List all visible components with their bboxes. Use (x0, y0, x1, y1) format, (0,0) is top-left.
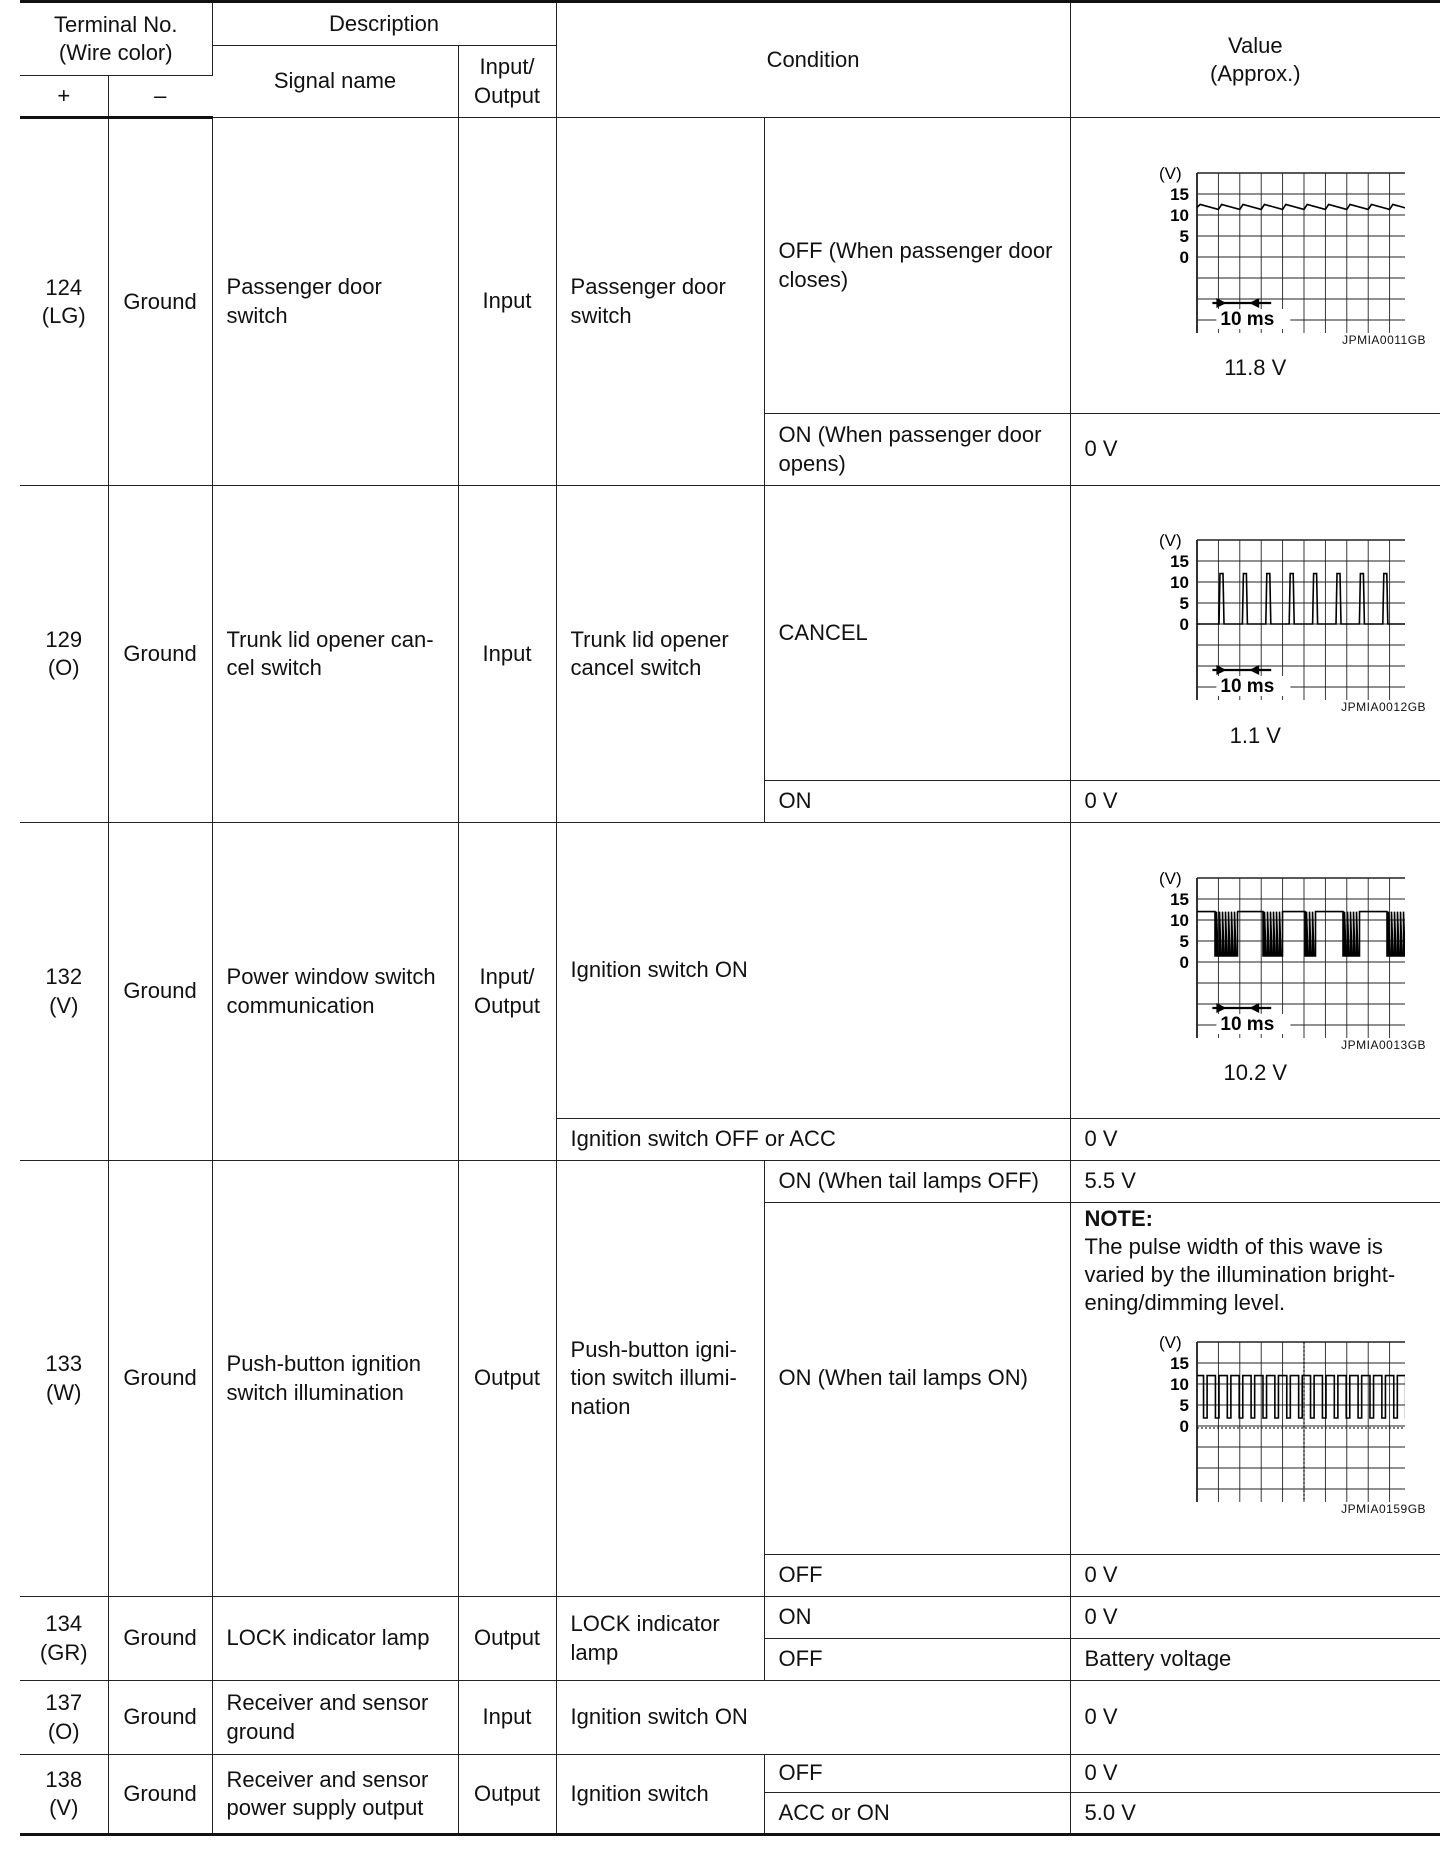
ground-137: Ground (108, 1681, 212, 1755)
y-tick-label: 15 (1170, 1353, 1190, 1373)
value-133-taillamps-off: 5.5 V (1070, 1161, 1440, 1203)
note-text: The pulse width of this wave is varied by the illumination bright-ening/dimming level. (1084, 1234, 1396, 1316)
io-138: Output (458, 1755, 556, 1835)
condition-138: Ignition switch (556, 1755, 764, 1835)
time-scale-arrow (1249, 665, 1259, 675)
signal-137: Receiver and sensor ground (212, 1681, 458, 1755)
waveform-trace (1197, 204, 1405, 209)
time-scale-label: 10 ms (1220, 308, 1275, 330)
subcondition-133-off: OFF (764, 1555, 1070, 1597)
y-tick-label: 10 (1170, 573, 1190, 593)
io-134: Output (458, 1597, 556, 1681)
y-tick-label: 10 (1170, 1374, 1190, 1394)
condition-137: Ignition switch ON (556, 1681, 1070, 1755)
figure-code: JPMIA0011GB (1342, 332, 1427, 347)
y-tick-label: 15 (1170, 552, 1190, 572)
value-text: 11.8 V (1224, 355, 1287, 381)
signal-129: Trunk lid opener can-cel switch (212, 486, 458, 823)
value-124-on: 0 V (1070, 414, 1440, 486)
y-axis-unit: (V) (1159, 163, 1182, 183)
header-plus: + (20, 76, 108, 118)
time-scale-label: 10 ms (1220, 1013, 1275, 1035)
header-condition: Condition (556, 2, 1070, 118)
subcondition-133-taillamps-off: ON (When tail lamps OFF) (764, 1161, 1070, 1203)
io-133: Output (458, 1161, 556, 1597)
time-scale-arrow (1217, 298, 1227, 308)
terminal-129: 129 (O) (20, 486, 108, 823)
value-124-off (1070, 118, 1440, 414)
condition-133: Push-button igni-tion switch illumi-nation (556, 1161, 764, 1597)
condition-132-off: Ignition switch OFF or ACC (556, 1119, 1070, 1161)
subcondition-138-off: OFF (764, 1755, 1070, 1793)
terminal-137: 137 (O) (20, 1681, 108, 1755)
ground-134: Ground (108, 1597, 212, 1681)
value-129-cancel (1070, 486, 1440, 781)
value-text: 10.2 V (1223, 1060, 1288, 1086)
figure-code: JPMIA0012GB (1341, 700, 1427, 715)
condition-134: LOCK indicator lamp (556, 1597, 764, 1681)
y-tick-label: 5 (1179, 594, 1190, 614)
waveform-trace (1197, 911, 1405, 955)
waveform-chart (1105, 1322, 1405, 1502)
y-axis-unit: (V) (1159, 868, 1182, 888)
ground-133: Ground (108, 1161, 212, 1597)
signal-133: Push-button ignition switch illumination (212, 1161, 458, 1597)
time-scale-label: 10 ms (1220, 676, 1275, 698)
io-129: Input (458, 486, 556, 823)
terminal-table-document (20, 0, 1440, 1836)
waveform-chart (1105, 520, 1405, 700)
subcondition-138-acc-on: ACC or ON (764, 1793, 1070, 1835)
y-axis-unit: (V) (1159, 1332, 1182, 1352)
waveform-trace (1197, 574, 1405, 624)
value-132-on (1070, 823, 1440, 1119)
time-scale-arrow (1217, 665, 1227, 675)
y-tick-label: 10 (1170, 205, 1190, 225)
waveform-chart (1105, 153, 1405, 333)
terminal-124: 124 (LG) (20, 118, 108, 486)
terminal-table (20, 0, 1440, 1836)
value-134-off: Battery voltage (1070, 1639, 1440, 1681)
terminal-134: 134 (GR) (20, 1597, 108, 1681)
value-132-off: 0 V (1070, 1119, 1440, 1161)
header-description: Description (212, 2, 556, 46)
signal-132: Power window switch communication (212, 823, 458, 1161)
subcondition-124-off: OFF (When passenger door closes) (764, 118, 1070, 414)
header-value: Value (Approx.) (1070, 2, 1440, 118)
ground-124: Ground (108, 118, 212, 486)
y-tick-label: 0 (1179, 952, 1190, 972)
signal-138: Receiver and sensor power supply output (212, 1755, 458, 1835)
value-138-acc-on: 5.0 V (1070, 1793, 1440, 1835)
value-129-on: 0 V (1070, 781, 1440, 823)
terminal-138: 138 (V) (20, 1755, 108, 1835)
waveform-chart (1105, 858, 1405, 1038)
y-tick-label: 5 (1179, 931, 1190, 951)
header-terminal-no: Terminal No. (Wire color) (20, 2, 212, 76)
subcondition-129-cancel: CANCEL (764, 486, 1070, 781)
condition-132-on: Ignition switch ON (556, 823, 1070, 1119)
note-title: NOTE: (1084, 1206, 1153, 1231)
io-132: Input/ Output (458, 823, 556, 1161)
y-tick-label: 0 (1179, 247, 1190, 267)
y-tick-label: 5 (1179, 1395, 1190, 1415)
header-input-output: Input/ Output (458, 46, 556, 118)
condition-129: Trunk lid opener cancel switch (556, 486, 764, 823)
terminal-133: 133 (W) (20, 1161, 108, 1597)
waveform-trace (1197, 1375, 1405, 1417)
value-133-off: 0 V (1070, 1555, 1440, 1597)
y-axis-unit: (V) (1159, 531, 1182, 551)
y-tick-label: 15 (1170, 889, 1190, 909)
value-text: 1.1 V (1229, 722, 1281, 748)
figure-code: JPMIA0013GB (1341, 1037, 1427, 1052)
value-133-taillamps-on (1070, 1203, 1440, 1555)
header-minus: – (108, 76, 212, 118)
time-scale-arrow (1249, 298, 1259, 308)
signal-134: LOCK indicator lamp (212, 1597, 458, 1681)
subcondition-129-on: ON (764, 781, 1070, 823)
ground-132: Ground (108, 823, 212, 1161)
y-tick-label: 5 (1179, 226, 1190, 246)
figure-code: JPMIA0159GB (1341, 1501, 1427, 1516)
header-signal-name: Signal name (212, 46, 458, 118)
value-137: 0 V (1070, 1681, 1440, 1755)
subcondition-133-taillamps-on: ON (When tail lamps ON) (764, 1203, 1070, 1555)
ground-138: Ground (108, 1755, 212, 1835)
io-124: Input (458, 118, 556, 486)
signal-124: Passenger door switch (212, 118, 458, 486)
io-137: Input (458, 1681, 556, 1755)
condition-124: Passenger door switch (556, 118, 764, 486)
subcondition-134-on: ON (764, 1597, 1070, 1639)
y-tick-label: 0 (1179, 615, 1190, 635)
ground-129: Ground (108, 486, 212, 823)
value-138-off: 0 V (1070, 1755, 1440, 1793)
subcondition-124-on: ON (When passenger door opens) (764, 414, 1070, 486)
value-134-on: 0 V (1070, 1597, 1440, 1639)
y-tick-label: 0 (1179, 1416, 1190, 1436)
time-scale-arrow (1217, 1003, 1227, 1013)
time-scale-arrow (1249, 1003, 1259, 1013)
y-tick-label: 15 (1170, 184, 1190, 204)
subcondition-134-off: OFF (764, 1639, 1070, 1681)
y-tick-label: 10 (1170, 910, 1190, 930)
terminal-132: 132 (V) (20, 823, 108, 1161)
